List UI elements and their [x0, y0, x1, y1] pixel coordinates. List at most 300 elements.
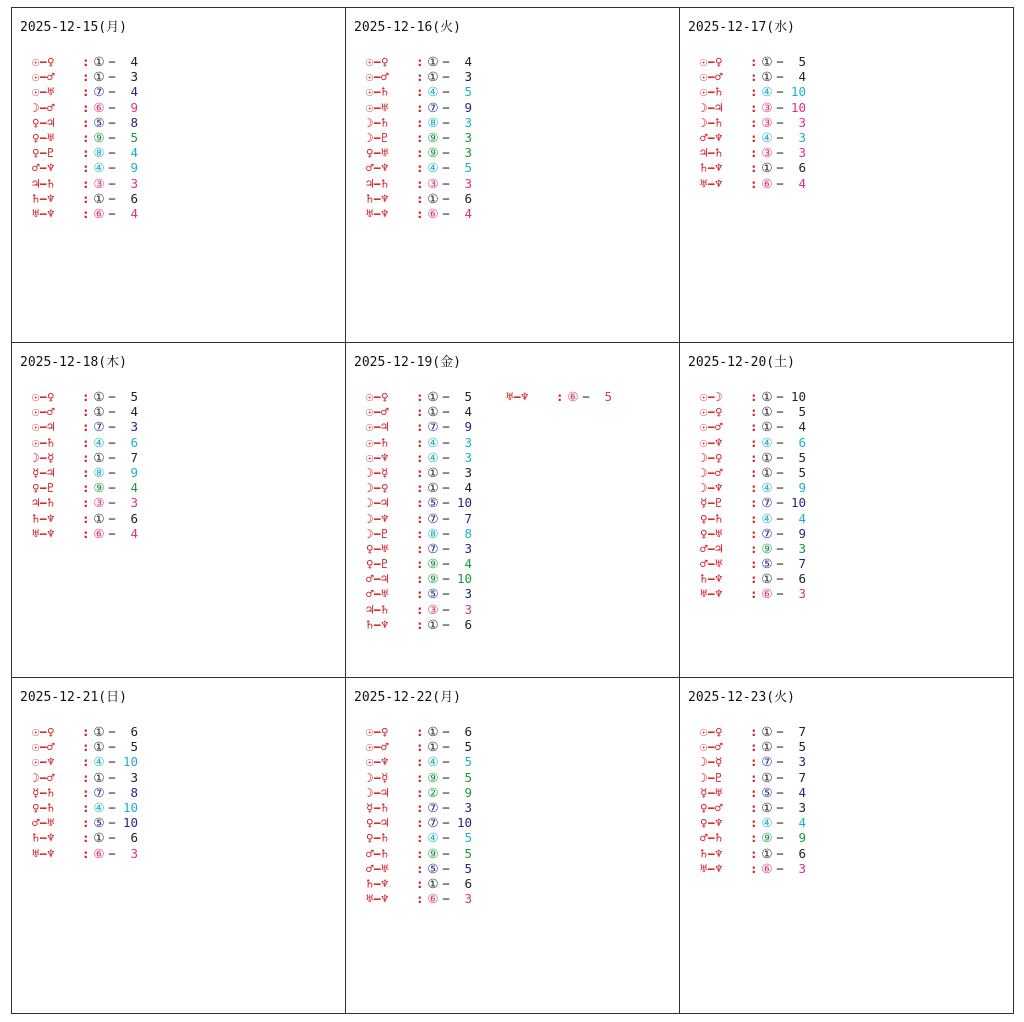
aspect-label: ☽−☿	[366, 464, 389, 480]
grade-circled-number: ④	[427, 830, 439, 846]
aspect-row	[32, 465, 138, 480]
aspect-row	[700, 176, 806, 191]
dash-separator: −	[776, 495, 784, 511]
colon-separator: :	[416, 739, 424, 755]
day-date: 2025-12-20(土)	[688, 355, 795, 370]
aspect-row	[366, 450, 472, 465]
aspect-row	[366, 419, 472, 434]
day-cell	[679, 7, 1014, 343]
colon-separator: :	[82, 525, 90, 541]
day-cell	[11, 342, 346, 678]
aspect-row	[700, 830, 806, 845]
aspect-label: ♂−♄	[700, 830, 723, 846]
grade-circled-number: ⑥	[761, 860, 773, 876]
dash-separator: −	[442, 616, 450, 632]
colon-separator: :	[750, 860, 758, 876]
colon-separator: :	[750, 845, 758, 861]
grade-circled-number: ⑤	[427, 495, 439, 511]
colon-separator: :	[82, 799, 90, 815]
colon-separator: :	[750, 145, 758, 161]
grade-circled-number: ⑧	[93, 145, 105, 161]
aspect-row	[32, 69, 138, 84]
colon-separator: :	[416, 784, 424, 800]
dash-separator: −	[108, 160, 116, 176]
colon-separator: :	[416, 525, 424, 541]
aspect-label: ♄−♆	[32, 190, 55, 206]
aspect-label: ☽−☿	[366, 769, 389, 785]
aspect-label: ♂−♃	[700, 540, 723, 556]
grade-circled-number: ⑤	[93, 815, 105, 831]
aspect-label: ☉−♅	[366, 99, 389, 115]
colon-separator: :	[82, 54, 90, 69]
aspect-label: ♃−♄	[366, 175, 389, 191]
grade-circled-number: ⑥	[93, 845, 105, 861]
day-date: 2025-12-22(月)	[354, 690, 461, 705]
aspect-row	[366, 145, 472, 160]
aspect-row	[366, 389, 472, 404]
aspect-row	[32, 785, 138, 800]
grade-circled-number: ①	[93, 190, 105, 206]
score-value: 5	[130, 129, 138, 145]
aspect-label: ♃−♄	[32, 175, 55, 191]
colon-separator: :	[750, 571, 758, 587]
aspect-list	[32, 389, 138, 541]
dash-separator: −	[442, 571, 450, 587]
colon-separator: :	[82, 449, 90, 465]
dash-separator: −	[776, 160, 784, 176]
grade-circled-number: ⑧	[427, 114, 439, 130]
aspect-label: ☉−♂	[32, 739, 55, 755]
aspect-row	[366, 815, 472, 830]
aspect-label: ☽−☿	[32, 449, 55, 465]
aspect-label: ☉−♀	[32, 724, 55, 739]
aspect-row	[32, 145, 138, 160]
aspect-label: ♀−♅	[366, 540, 389, 556]
aspect-row	[700, 115, 806, 130]
dash-separator: −	[108, 449, 116, 465]
aspect-label: ☽−♂	[32, 99, 55, 115]
score-value: 10	[790, 99, 806, 115]
colon-separator: :	[416, 114, 424, 130]
score-value: 10	[456, 571, 472, 587]
score-value: 3	[798, 754, 806, 770]
aspect-label: ☿−♅	[700, 784, 723, 800]
aspect-row	[32, 160, 138, 175]
colon-separator: :	[750, 389, 758, 404]
score-value: 4	[798, 175, 806, 191]
aspect-label: ☉−♀	[366, 54, 389, 69]
dash-separator: −	[776, 389, 784, 404]
colon-separator: :	[750, 754, 758, 770]
score-value: 4	[130, 145, 138, 161]
score-value: 10	[456, 495, 472, 511]
score-value: 9	[464, 419, 472, 435]
grade-circled-number: ⑥	[93, 525, 105, 541]
score-value: 3	[464, 434, 472, 450]
aspect-row	[366, 891, 472, 906]
aspect-label: ☉−♀	[700, 724, 723, 739]
colon-separator: :	[82, 845, 90, 861]
aspect-label: ☉−♃	[366, 419, 389, 435]
grade-circled-number: ①	[761, 845, 773, 861]
aspect-row	[700, 435, 806, 450]
dash-separator: −	[776, 769, 784, 785]
score-value: 6	[464, 875, 472, 891]
grade-circled-number: ⑦	[93, 784, 105, 800]
score-value: 10	[122, 799, 138, 815]
aspect-label: ♂−♅	[366, 586, 389, 602]
colon-separator: :	[82, 784, 90, 800]
score-value: 5	[464, 845, 472, 861]
aspect-label: ♃−♄	[700, 145, 723, 161]
aspect-row	[366, 617, 472, 632]
dash-separator: −	[108, 480, 116, 496]
aspect-label: ♀−♅	[700, 525, 723, 541]
grade-circled-number: ①	[427, 616, 439, 632]
grade-circled-number: ④	[93, 799, 105, 815]
score-value: 4	[798, 784, 806, 800]
dash-separator: −	[442, 601, 450, 617]
dash-separator: −	[776, 99, 784, 115]
score-value: 4	[130, 404, 138, 420]
aspect-label: ☉−♀	[366, 724, 389, 739]
dash-separator: −	[108, 404, 116, 420]
aspect-label: ♂−♅	[366, 860, 389, 876]
grade-circled-number: ⑤	[761, 784, 773, 800]
colon-separator: :	[416, 586, 424, 602]
score-value: 3	[798, 860, 806, 876]
dash-separator: −	[442, 129, 450, 145]
aspect-label: ♅−♆	[32, 205, 55, 221]
dash-separator: −	[108, 830, 116, 846]
aspect-label: ♅−♆	[366, 891, 389, 907]
colon-separator: :	[416, 845, 424, 861]
score-value: 3	[130, 769, 138, 785]
colon-separator: :	[416, 724, 424, 739]
score-value: 3	[798, 129, 806, 145]
colon-separator: :	[750, 160, 758, 176]
grade-circled-number: ⑨	[427, 556, 439, 572]
aspect-row	[366, 435, 472, 450]
grade-circled-number: ①	[761, 739, 773, 755]
colon-separator: :	[750, 69, 758, 85]
grade-circled-number: ⑤	[93, 114, 105, 130]
dash-separator: −	[108, 525, 116, 541]
aspect-row	[32, 724, 138, 739]
score-value: 5	[798, 739, 806, 755]
dash-separator: −	[776, 449, 784, 465]
aspect-label: ☉−♄	[32, 434, 55, 450]
grade-circled-number: ①	[427, 875, 439, 891]
dash-separator: −	[442, 464, 450, 480]
aspect-label: ♀−♃	[32, 114, 55, 130]
aspect-row	[700, 419, 806, 434]
aspect-row	[366, 556, 472, 571]
aspect-row	[32, 800, 138, 815]
score-value: 3	[130, 845, 138, 861]
score-value: 4	[798, 69, 806, 85]
day-date: 2025-12-21(日)	[20, 690, 127, 705]
dash-separator: −	[108, 754, 116, 770]
aspect-label: ☽−♃	[700, 99, 723, 115]
score-value: 9	[130, 464, 138, 480]
aspect-row	[366, 800, 472, 815]
dash-separator: −	[108, 129, 116, 145]
dash-separator: −	[108, 84, 116, 100]
colon-separator: :	[82, 754, 90, 770]
aspect-label: ♂−♆	[32, 160, 55, 176]
dash-separator: −	[108, 724, 116, 739]
aspect-label: ♀−♇	[366, 556, 389, 572]
dash-separator: −	[108, 799, 116, 815]
aspect-label: ♅−♆	[700, 175, 723, 191]
colon-separator: :	[82, 205, 90, 221]
score-value: 9	[798, 525, 806, 541]
aspect-row	[32, 404, 138, 419]
aspect-row	[700, 815, 806, 830]
colon-separator: :	[416, 875, 424, 891]
aspect-label: ☽−☿	[700, 754, 723, 770]
dash-separator: −	[776, 860, 784, 876]
aspect-row	[32, 100, 138, 115]
aspect-list	[700, 54, 806, 191]
score-value: 9	[464, 784, 472, 800]
grade-circled-number: ⑦	[761, 754, 773, 770]
score-value: 8	[130, 114, 138, 130]
aspect-row	[700, 404, 806, 419]
dash-separator: −	[776, 540, 784, 556]
grade-circled-number: ①	[761, 419, 773, 435]
grade-circled-number: ④	[761, 434, 773, 450]
aspect-row	[366, 206, 472, 221]
grade-circled-number: ①	[93, 769, 105, 785]
score-value: 3	[464, 129, 472, 145]
colon-separator: :	[416, 404, 424, 420]
aspect-label: ☽−♆	[700, 480, 723, 496]
colon-separator: :	[416, 69, 424, 85]
aspect-label: ☽−♂	[32, 769, 55, 785]
colon-separator: :	[82, 769, 90, 785]
colon-separator: :	[82, 495, 90, 511]
grade-circled-number: ①	[761, 160, 773, 176]
grade-circled-number: ⑤	[427, 860, 439, 876]
aspect-row	[700, 724, 806, 739]
aspect-row	[366, 602, 472, 617]
aspect-label: ♅−♆	[700, 586, 723, 602]
score-value: 4	[130, 84, 138, 100]
day-date: 2025-12-15(月)	[20, 20, 127, 35]
colon-separator: :	[416, 510, 424, 526]
day-cell	[345, 677, 680, 1014]
dash-separator: −	[776, 145, 784, 161]
colon-separator: :	[416, 145, 424, 161]
grade-circled-number: ①	[427, 480, 439, 496]
colon-separator: :	[750, 175, 758, 191]
dash-separator: −	[776, 84, 784, 100]
aspect-row	[32, 754, 138, 769]
score-value: 6	[130, 724, 138, 739]
dash-separator: −	[776, 114, 784, 130]
score-value: 6	[798, 160, 806, 176]
aspect-label: ♀−♆	[700, 815, 723, 831]
colon-separator: :	[416, 160, 424, 176]
aspect-list	[700, 389, 806, 602]
dash-separator: −	[582, 389, 590, 404]
grade-circled-number: ③	[93, 495, 105, 511]
dash-separator: −	[776, 830, 784, 846]
colon-separator: :	[416, 571, 424, 587]
score-value: 5	[798, 449, 806, 465]
dash-separator: −	[776, 434, 784, 450]
grade-circled-number: ⑨	[427, 769, 439, 785]
dash-separator: −	[108, 769, 116, 785]
colon-separator: :	[416, 449, 424, 465]
grade-circled-number: ⑦	[93, 84, 105, 100]
score-value: 3	[464, 464, 472, 480]
dash-separator: −	[108, 114, 116, 130]
colon-separator: :	[416, 480, 424, 496]
grade-circled-number: ⑥	[761, 175, 773, 191]
aspect-row	[32, 115, 138, 130]
grade-circled-number: ⑤	[427, 586, 439, 602]
score-value: 4	[798, 510, 806, 526]
dash-separator: −	[108, 69, 116, 85]
aspect-label: ☽−♃	[366, 784, 389, 800]
aspect-row	[32, 84, 138, 99]
dash-separator: −	[776, 845, 784, 861]
score-value: 5	[464, 739, 472, 755]
grade-circled-number: ⑨	[427, 145, 439, 161]
grade-circled-number: ①	[427, 389, 439, 404]
grade-circled-number: ⑥	[761, 586, 773, 602]
dash-separator: −	[442, 495, 450, 511]
aspect-row	[366, 846, 472, 861]
grade-circled-number: ①	[93, 449, 105, 465]
aspect-label: ☉−♂	[366, 404, 389, 420]
score-value: 7	[130, 449, 138, 465]
aspect-row	[366, 830, 472, 845]
score-value: 3	[798, 114, 806, 130]
aspect-label: ♄−♆	[366, 875, 389, 891]
colon-separator: :	[750, 784, 758, 800]
colon-separator: :	[750, 495, 758, 511]
grade-circled-number: ⑨	[427, 571, 439, 587]
dash-separator: −	[776, 571, 784, 587]
colon-separator: :	[750, 769, 758, 785]
colon-separator: :	[416, 54, 424, 69]
dash-separator: −	[776, 69, 784, 85]
aspect-label: ♄−♆	[32, 830, 55, 846]
score-value: 3	[798, 540, 806, 556]
colon-separator: :	[750, 114, 758, 130]
grade-circled-number: ④	[427, 84, 439, 100]
score-value: 4	[464, 404, 472, 420]
aspect-label: ☿−♃	[32, 464, 55, 480]
aspect-label: ♀−♇	[32, 480, 55, 496]
dash-separator: −	[776, 419, 784, 435]
grade-circled-number: ④	[761, 815, 773, 831]
score-value: 5	[464, 84, 472, 100]
aspect-row	[700, 84, 806, 99]
aspect-label: ♀−♇	[32, 145, 55, 161]
aspect-row	[32, 206, 138, 221]
grade-circled-number: ①	[93, 54, 105, 69]
aspect-row	[700, 160, 806, 175]
dash-separator: −	[442, 449, 450, 465]
dash-separator: −	[442, 815, 450, 831]
aspect-row	[32, 770, 138, 785]
day-cell	[345, 342, 680, 678]
colon-separator: :	[750, 419, 758, 435]
aspect-row	[32, 480, 138, 495]
aspect-label: ☉−♂	[700, 739, 723, 755]
dash-separator: −	[776, 586, 784, 602]
aspect-row	[32, 526, 138, 541]
score-value: 7	[798, 556, 806, 572]
day-date: 2025-12-19(金)	[354, 355, 461, 370]
dash-separator: −	[108, 419, 116, 435]
aspect-row	[366, 480, 472, 495]
colon-separator: :	[82, 190, 90, 206]
aspect-row	[366, 84, 472, 99]
score-value: 5	[464, 830, 472, 846]
colon-separator: :	[82, 114, 90, 130]
aspect-row	[32, 191, 138, 206]
aspect-label: ☉−♅	[32, 84, 55, 100]
score-value: 6	[798, 845, 806, 861]
colon-separator: :	[82, 739, 90, 755]
grade-circled-number: ①	[761, 69, 773, 85]
score-value: 10	[122, 815, 138, 831]
dash-separator: −	[442, 160, 450, 176]
colon-separator: :	[416, 464, 424, 480]
dash-separator: −	[442, 434, 450, 450]
colon-separator: :	[82, 815, 90, 831]
grade-circled-number: ⑦	[761, 525, 773, 541]
colon-separator: :	[82, 129, 90, 145]
aspect-label: ☽−♃	[366, 495, 389, 511]
dash-separator: −	[776, 556, 784, 572]
score-value: 9	[130, 160, 138, 176]
grade-circled-number: ⑥	[427, 891, 439, 907]
aspect-label: ♄−♆	[700, 845, 723, 861]
score-value: 6	[130, 434, 138, 450]
aspect-list	[32, 724, 138, 861]
score-value: 3	[464, 586, 472, 602]
dash-separator: −	[442, 586, 450, 602]
aspect-row	[366, 495, 472, 510]
colon-separator: :	[82, 389, 90, 404]
score-value: 7	[798, 769, 806, 785]
aspect-label: ♂−♅	[32, 815, 55, 831]
score-value: 6	[464, 190, 472, 206]
dash-separator: −	[108, 145, 116, 161]
aspect-label: ☉−♂	[32, 69, 55, 85]
colon-separator: :	[82, 160, 90, 176]
score-value: 3	[130, 175, 138, 191]
day-cell	[679, 677, 1014, 1014]
dash-separator: −	[442, 99, 450, 115]
aspect-label: ♀−♂	[700, 799, 723, 815]
colon-separator: :	[416, 129, 424, 145]
aspect-row	[700, 526, 806, 541]
aspect-label: ♅−♆	[32, 525, 55, 541]
score-value: 3	[464, 175, 472, 191]
grade-circled-number: ①	[427, 464, 439, 480]
colon-separator: :	[750, 739, 758, 755]
colon-separator: :	[416, 616, 424, 632]
dash-separator: −	[776, 815, 784, 831]
